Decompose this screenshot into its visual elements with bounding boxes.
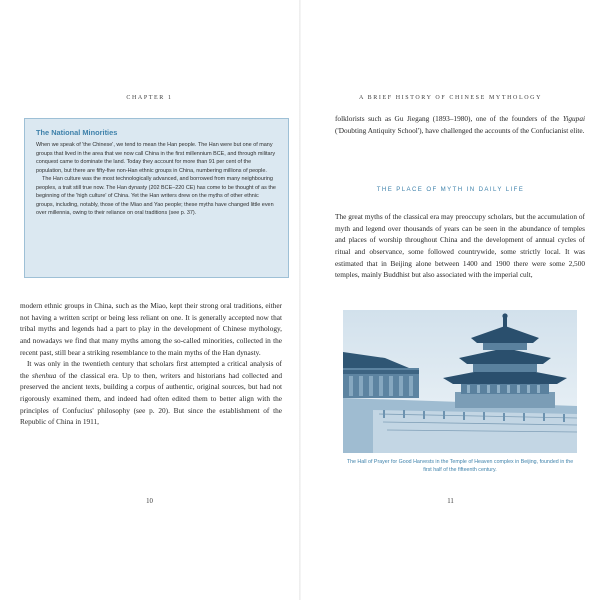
right-paragraph-continuation [335, 113, 585, 136]
sidebar-paragraph-1: When we speak of 'the Chinese', we tend to mean the Han people. The Han were but one of many groups that lived in the area that we now call China in the first millennium BCE, and through military conquest came to dominate the land. Today they account for more than 91 per cent of the population, but there are fifty-five non-Han ethnic groups in China, numbering millions of people. [36, 142, 276, 174]
continuation-end: ('Doubting Antiquity School'), have challenged the accounts of the Confucianist elite. [335, 125, 585, 135]
right-page [301, 0, 600, 600]
left-page [0, 0, 299, 600]
section-heading: THE PLACE OF MYTH IN DAILY LIFE [376, 186, 525, 193]
page-number-left: 10 [146, 498, 153, 505]
running-head-right: A BRIEF HISTORY OF CHINESE MYTHOLOGY [358, 95, 543, 101]
sidebar-paragraph-2: The Han culture was the most technologically advanced, and borrowed from many neighbouring peoples, a trait still true now. The Han dynasty (202 BCE–220 CE) has come to be thought of as the beginning of the 'high culture' of China. Yet the Han writers drew on the myths of other ethnic groups, including, notably, those of the Miao and Yao people; these myths have changed little even over millennia, owing to their reliance on oral traditions (see p. 37). [36, 176, 276, 217]
sidebar-box [24, 118, 289, 278]
temple-of-heaven-image [343, 310, 577, 453]
right-section-body [335, 211, 585, 281]
left-paragraph-2-start: It was only in the twentieth century that scholars first attempted a critical analysis of the [20, 359, 282, 380]
left-paragraph-1: modern ethnic groups in China, such as the Miao, kept their strong oral traditions, either not having a written script or being less reliant on one. It is generally accepted now that tribal myths and legends had a part to play in the development of Chinese mythology, and nowadays we find that many myths among the so-called minorities, collected in the recent past, still bear a striking resemblance to the main myths of the Han dynasty. [20, 301, 282, 357]
temple-photo [343, 310, 577, 453]
term-shenhua: shenhua [31, 370, 57, 380]
sidebar-title: The National Minorities [36, 128, 118, 137]
section-paragraph: The great myths of the classical era may preoccupy scholars, but the accumulation of myth and legend over thousands of years can be seen in the abundance of temples and places of worship throughout China and the development of annual cycles of ritual and observance, some followed countrywide, some strictly local. It was estimated that in Beijing alone between 1400 and 1900 there were some 2,500 temples, mainly Buddhist but also associated with the imperial cult, [335, 212, 585, 280]
term-yigupai: Yigupai [562, 114, 585, 123]
left-paragraph-2-end: of the classical era. Up to then, writers and historians had collected and preserved the ancient texts, building a corpus of authentic, original sources, but had not rigorously examined them, and indeed had often edited them to better align with the principles of Confucius' philosophy (see p. 20). But since the establishment of the Republic of China in 1911, [20, 370, 282, 427]
right-continuation-text [335, 113, 585, 136]
page-number-right: 11 [447, 498, 454, 505]
running-head-left: CHAPTER 1 [126, 95, 173, 101]
continuation-start: folklorists such as Gu Jiegang (1893–1980), one of the founders of the [335, 114, 563, 123]
left-body-text [20, 300, 282, 428]
photo-caption: The Hall of Prayer for Good Harvests in the Temple of Heaven complex in Beijing, founded in the first half of the fifteenth century. [346, 459, 574, 473]
left-paragraph-2 [20, 358, 282, 428]
